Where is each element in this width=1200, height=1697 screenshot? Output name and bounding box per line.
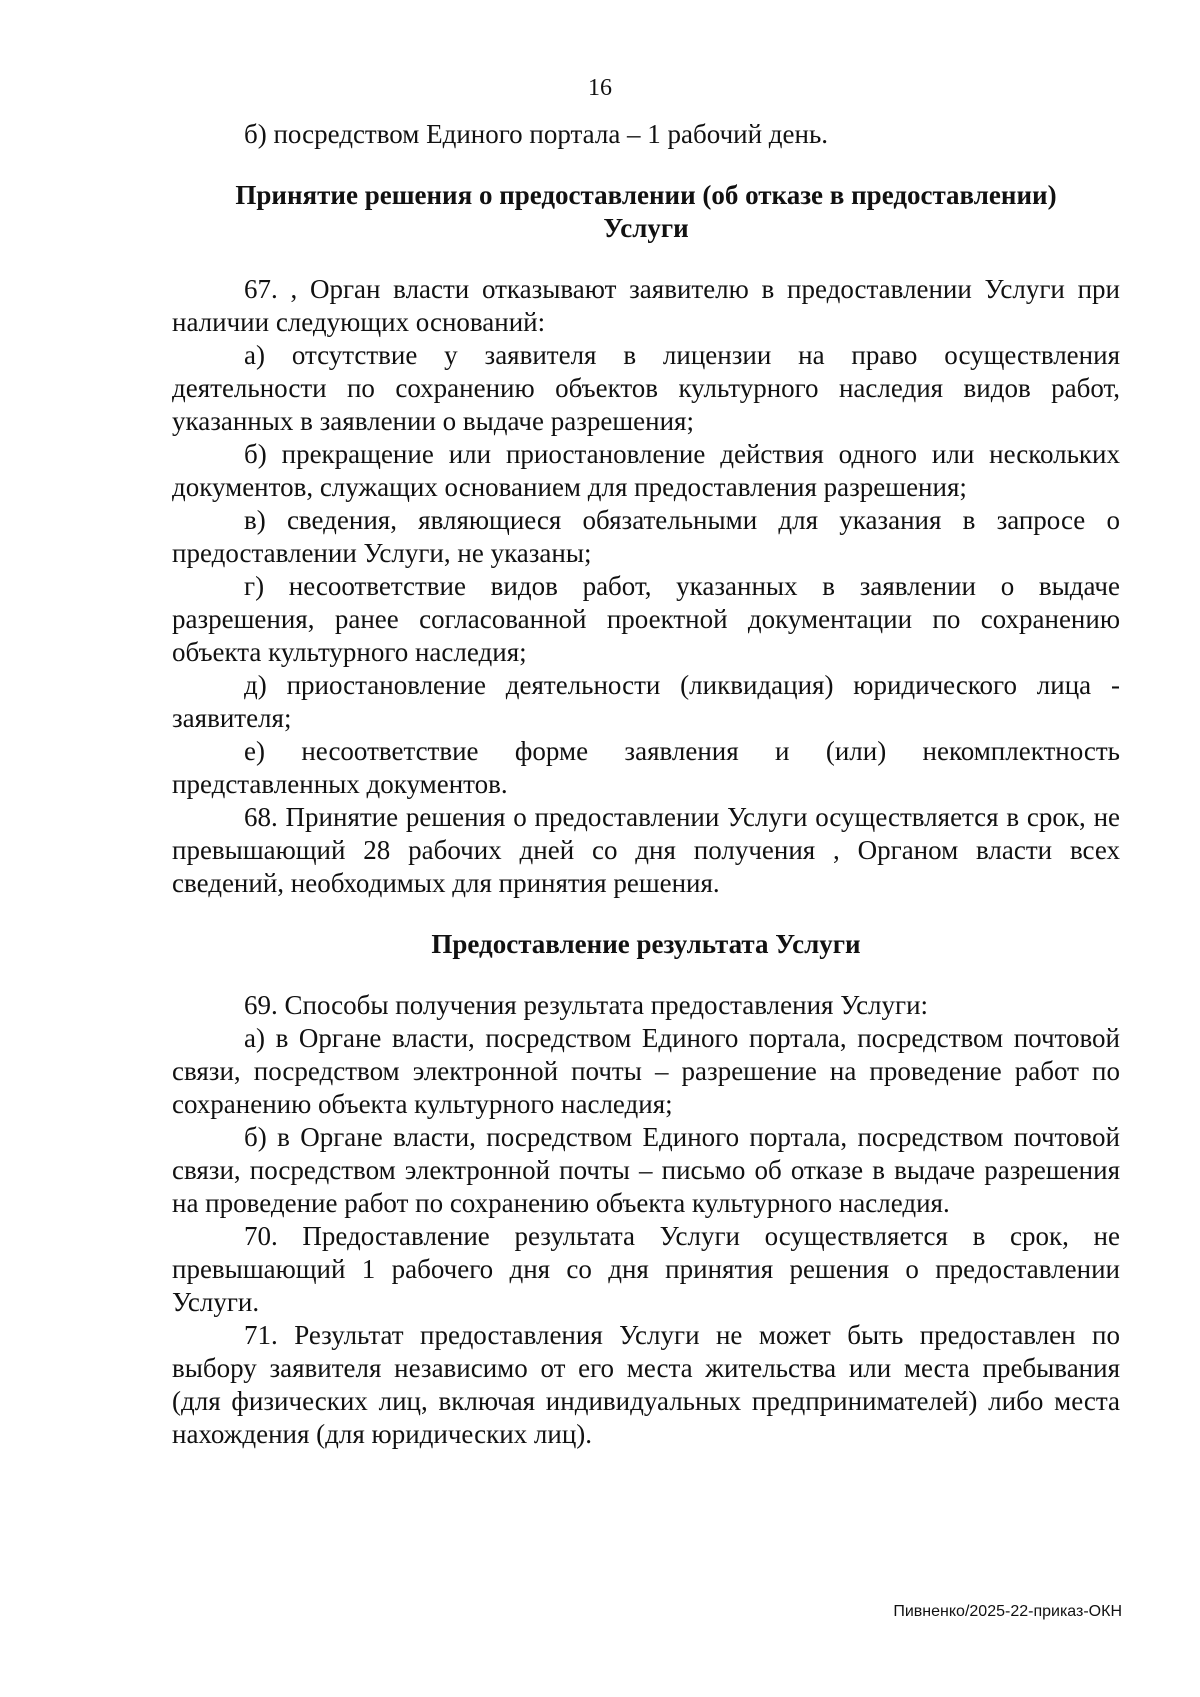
section-heading-result: Предоставление результата Услуги <box>431 929 861 959</box>
document-footer-code: Пивненко/2025-22-приказ-ОКН <box>893 1603 1122 1620</box>
paragraph-67-b: б) прекращение или приостановление действия одного или нескольких документов, служащих основанием для предоставления разрешения; <box>172 439 1120 502</box>
spacer <box>172 245 1120 273</box>
section-heading-decision <box>172 179 1120 245</box>
paragraph-67-v: в) сведения, являющиеся обязательными для указания в запросе о предоставлении Услуги, не указаны; <box>172 505 1120 568</box>
paragraph-67-e: е) несоответствие форме заявления и (или) некомплектность представленных документов. <box>172 736 1120 799</box>
document-body <box>172 118 1120 1451</box>
paragraph-70: 70. Предоставление результата Услуги осуществляется в срок, не превышающий 1 рабочего дня со дня принятия решения о предоставлении Услуги. <box>172 1221 1120 1317</box>
paragraph-69-a: а) в Органе власти, посредством Единого портала, посредством почтовой связи, посредством электронной почты – разрешение на проведение работ по сохранению объекта культурного наследия; <box>172 1023 1120 1119</box>
paragraph-67: 67. , Орган власти отказывают заявителю в предоставлении Услуги при наличии следующих оснований: <box>172 274 1120 337</box>
paragraph-67-g: г) несоответствие видов работ, указанных в заявлении о выдаче разрешения, ранее согласованной проектной документации по сохранению объекта культурного наследия; <box>172 571 1120 667</box>
spacer <box>172 961 1120 989</box>
paragraph-69-b: б) в Органе власти, посредством Единого портала, посредством почтовой связи, посредством электронной почты – письмо об отказе в выдаче разрешения на проведение работ по сохранению объекта культурного наследия. <box>172 1122 1120 1218</box>
spacer <box>172 151 1120 179</box>
intro-paragraph: б) посредством Единого портала – 1 рабочий день. <box>244 119 829 149</box>
paragraph-67-a: а) отсутствие у заявителя в лицензии на право осуществления деятельности по сохранению объектов культурного наследия видов работ, указанных в заявлении о выдаче разрешения; <box>172 340 1120 436</box>
section-heading-decision-line2: Услуги <box>603 213 689 243</box>
page-number: 16 <box>588 75 612 101</box>
section-heading-decision-line1: Принятие решения о предоставлении (об отказе в предоставлении) <box>235 180 1057 210</box>
paragraph-69: 69. Способы получения результата предоставления Услуги: <box>244 990 929 1020</box>
paragraph-67-d: д) приостановление деятельности (ликвидация) юридического лица - заявителя; <box>172 670 1120 733</box>
paragraph-68: 68. Принятие решения о предоставлении Услуги осуществляется в срок, не превышающий 28 рабочих дней со дня получения , Органом власти всех сведений, необходимых для принятия решения. <box>172 802 1120 898</box>
paragraph-71: 71. Результат предоставления Услуги не может быть предоставлен по выбору заявителя независимо от его места жительства или места пребывания (для физических лиц, включая индивидуальных предпринимателей) либо места нахождения (для юридических лиц). <box>172 1320 1120 1449</box>
spacer <box>172 900 1120 928</box>
